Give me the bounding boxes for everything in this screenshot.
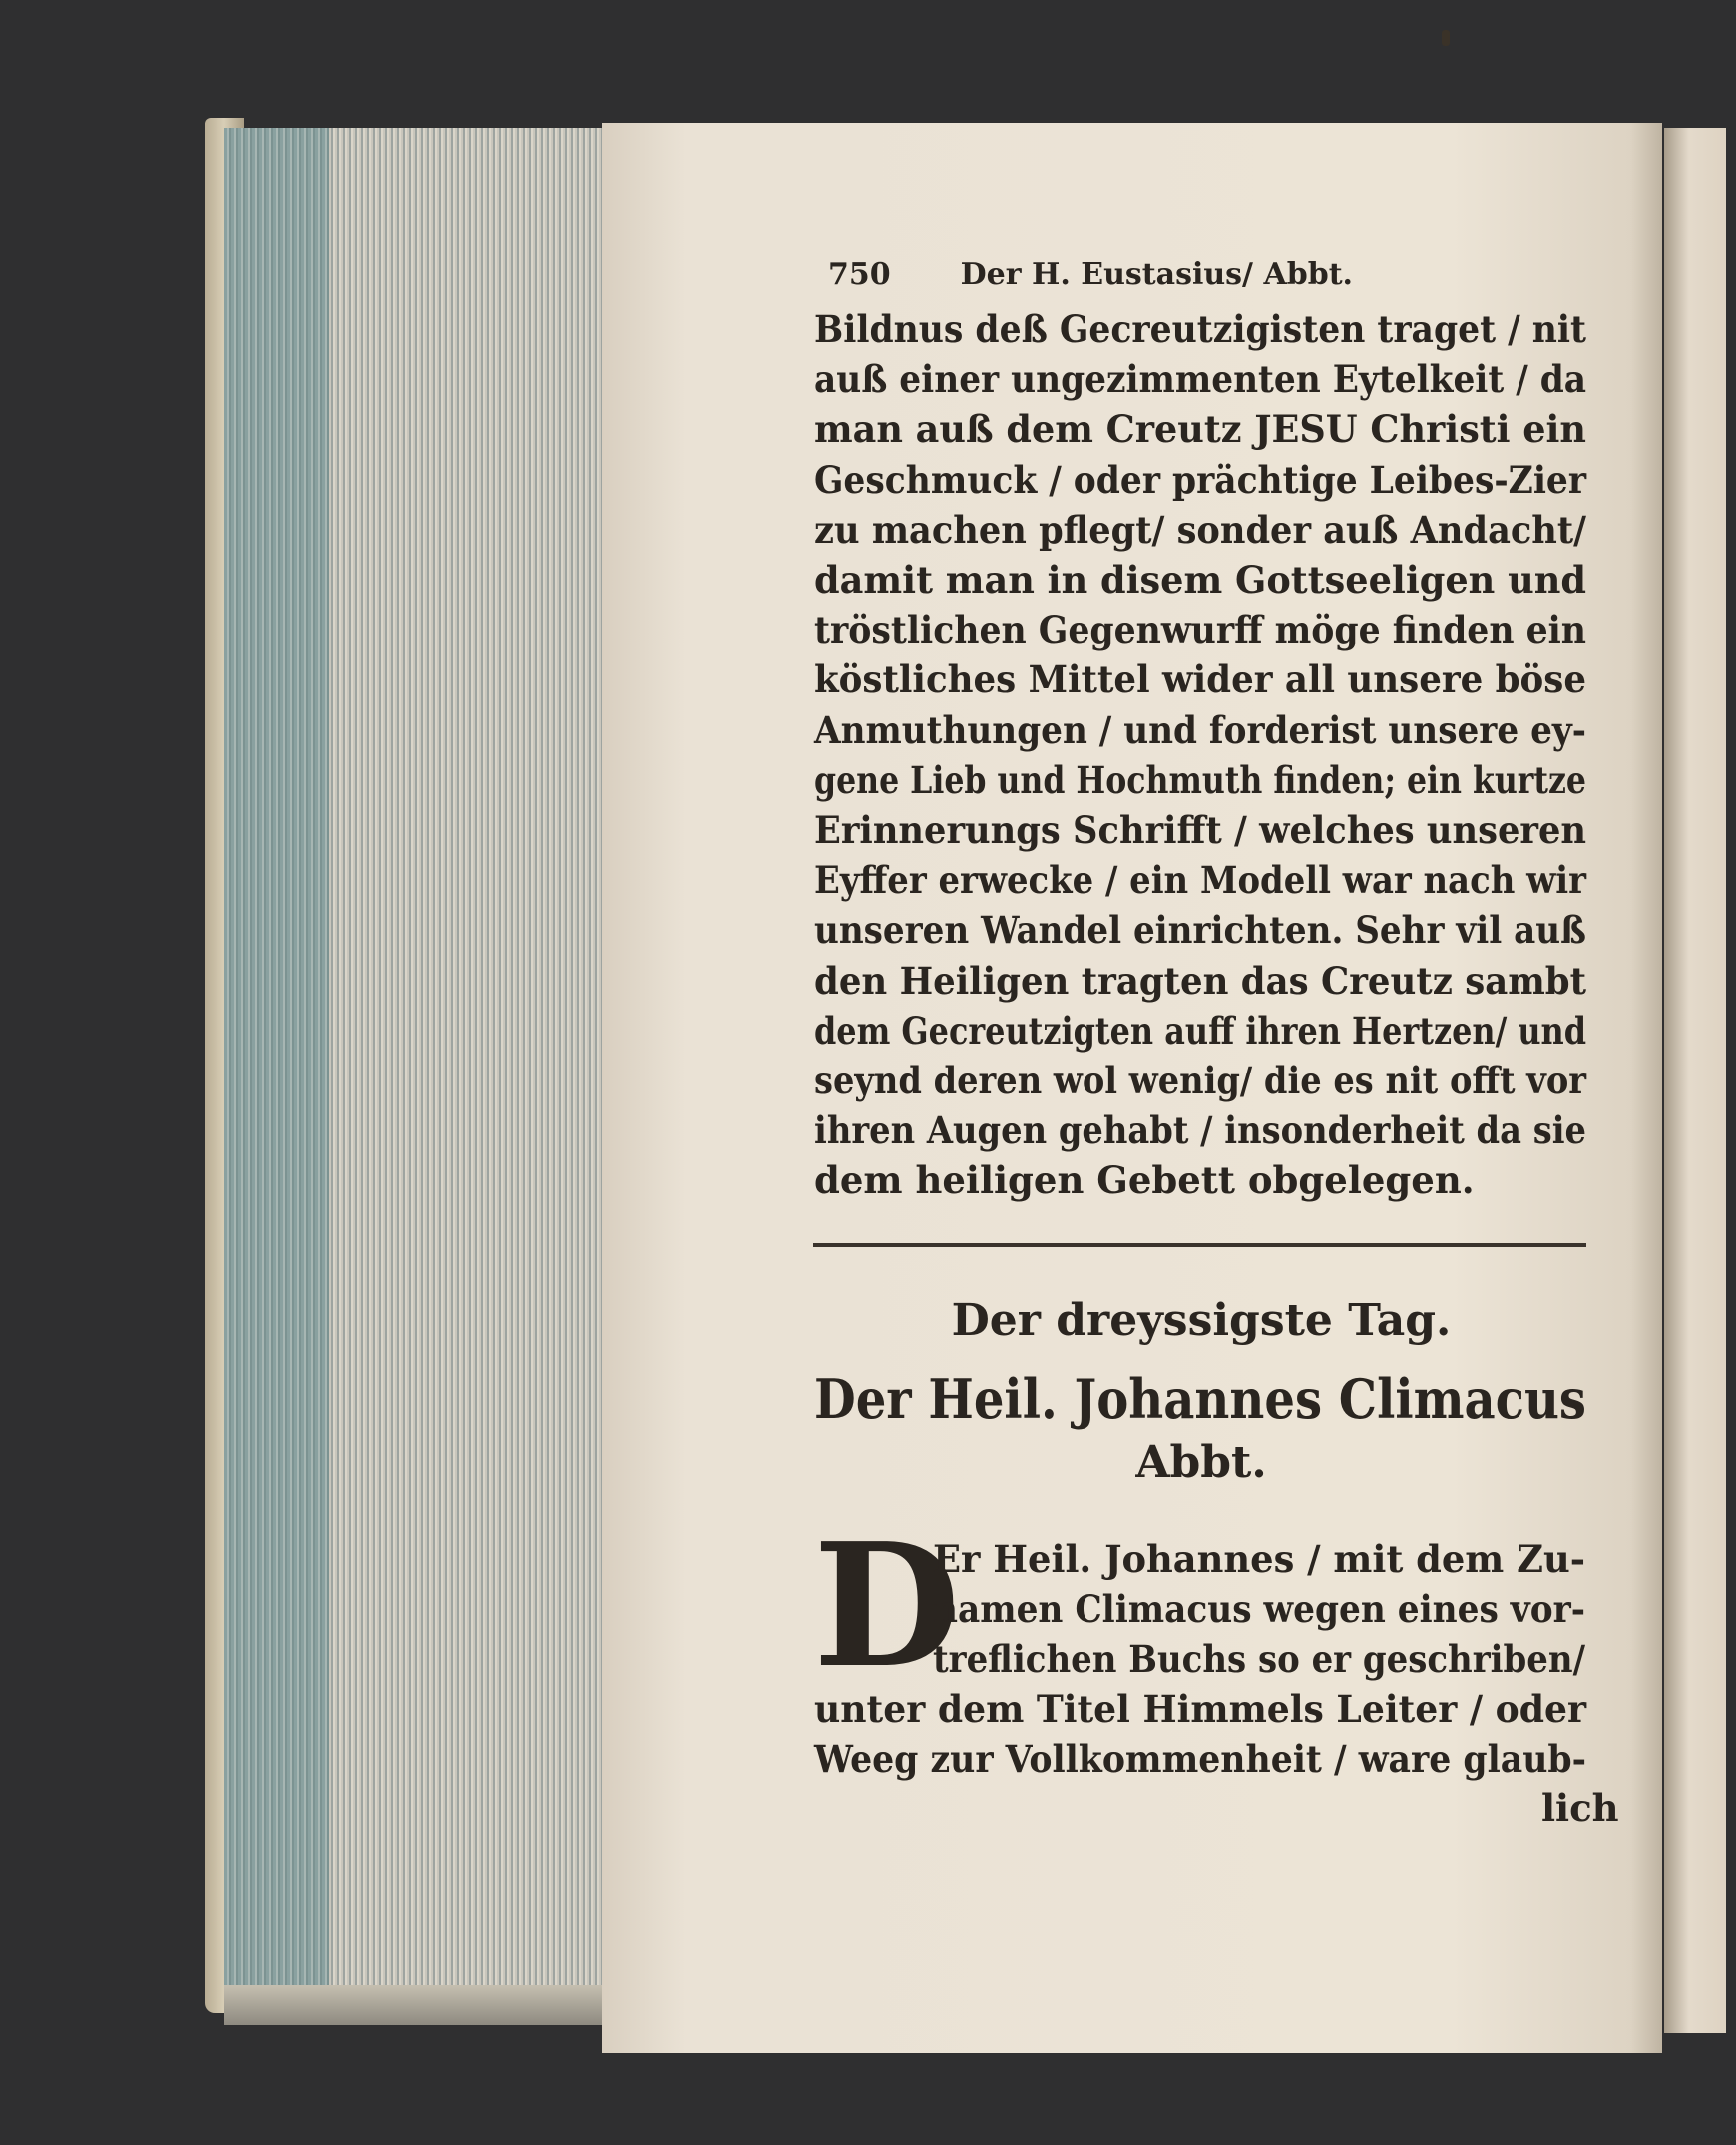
text-line: köstliches Mittel wider all unsere böse	[814, 657, 1586, 702]
text-line: damit man in disem Gottseeligen und	[814, 558, 1586, 603]
running-head	[828, 257, 1447, 292]
drop-cap: D	[813, 1506, 961, 1706]
text-line: dem Gecreutzigten auff ihren Hertzen/ und	[814, 1008, 1586, 1053]
text-line: treflichen Buchs so er geschriben/	[933, 1637, 1585, 1682]
text-line: tröstlichen Gegenwurff möge finden ein	[814, 608, 1586, 652]
text-line: Eyffer erwecke / ein Modell war nach wir	[814, 858, 1586, 903]
text-line: man auß dem Creutz JESU Christi ein	[814, 407, 1586, 452]
text-line: Bildnus deß Gecreutzigisten traget / nit	[814, 307, 1586, 351]
facing-page	[1664, 128, 1726, 2033]
saint-title: Der Heil. Johannes Climacus	[814, 1367, 1586, 1431]
page-number: 750	[828, 257, 891, 292]
running-title: Der H. Eustasius/ Abbt.	[960, 257, 1353, 292]
saint-subtitle: Abbt.	[1135, 1437, 1267, 1488]
page-stack	[329, 128, 604, 2023]
day-heading: Der dreyssigste Tag.	[951, 1295, 1452, 1346]
text-line: Weeg zur Vollkommenheit / ware glaub-	[814, 1737, 1586, 1782]
text-line: Anmuthungen / und forderist unsere ey-	[814, 707, 1586, 752]
text-line: ihren Augen gehabt / insonderheit da sie	[814, 1108, 1586, 1153]
chapter-cap-lines	[933, 1534, 1587, 1685]
chapter-lines	[814, 1684, 1588, 1784]
text-line: Erinnerungs Schrifft / welches unseren	[814, 808, 1586, 853]
text-line: namen Climacus wegen eines vor-	[933, 1587, 1585, 1632]
section-divider	[813, 1243, 1586, 1247]
text-line: unseren Wandel einrichten. Sehr vil auß	[814, 908, 1586, 953]
text-line: dem heiligen Gebett obgelegen.	[814, 1158, 1475, 1203]
text-line: seynd deren wol wenig/ die es nit offt vor	[814, 1059, 1586, 1103]
text-line: Geschmuck / oder prächtige Leibes-Zier	[814, 457, 1586, 502]
speck	[1442, 30, 1450, 46]
text-line: zu machen pflegt/ sonder auß Andacht/	[814, 507, 1586, 552]
text-line: auß einer ungezimmenten Eytelkeit / da	[814, 357, 1586, 402]
body-text	[814, 304, 1588, 1206]
text-line: unter dem Titel Himmels Leiter / oder	[814, 1687, 1586, 1731]
book-bottom	[224, 1985, 604, 2025]
text-line: Er Heil. Johannes / mit dem Zu-	[933, 1537, 1585, 1581]
text-line: gene Lieb und Hochmuth finden; ein kurtze	[814, 757, 1586, 802]
catchword: lich	[1541, 1786, 1619, 1830]
text-line: den Heiligen tragten das Creutz sambt	[814, 958, 1586, 1003]
